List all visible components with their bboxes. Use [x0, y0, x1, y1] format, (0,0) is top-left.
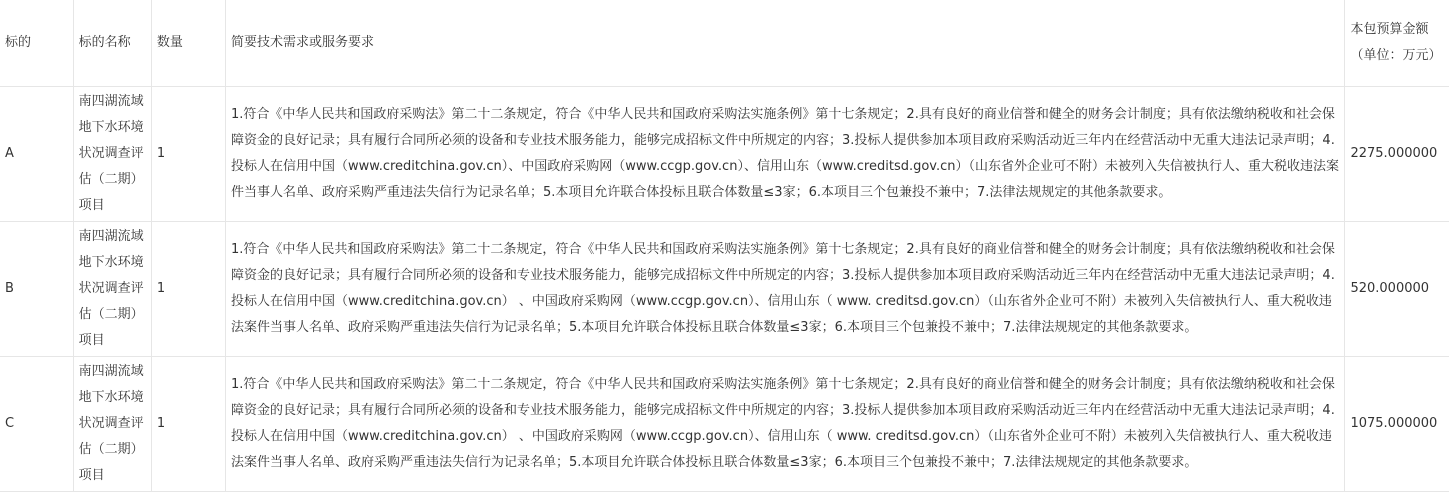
- cell-budget: 2275.000000: [1345, 87, 1449, 222]
- cell-qty: 1: [151, 357, 225, 492]
- table-row: [0, 357, 1449, 492]
- cell-budget: 520.000000: [1345, 222, 1449, 357]
- table-row: [0, 87, 1449, 222]
- cell-lot: B: [0, 222, 73, 357]
- table-row: [0, 222, 1449, 357]
- header-requirements: 简要技术需求或服务要求: [226, 0, 1345, 87]
- cell-name: 南四湖流域地下水环境状况调查评估（二期）项目: [73, 357, 151, 492]
- cell-requirements: 1.符合《中华人民共和国政府采购法》第二十二条规定，符合《中华人民共和国政府采购法实施条例》第十七条规定；2.具有良好的商业信誉和健全的财务会计制度；具有依法缴纳税收和社会保障资金的良好记录；具有履行合同所必须的设备和专业技术服务能力，能够完成招标文件中所规定的内容；3.投标人提供参加本项目政府采购活动近三年内在经营活动中无重大违法记录声明；4.投标人在信用中国（www.creditchina.gov.cn）、中国政府采购网（www.ccgp.gov.cn）、信用山东（www.creditsd.gov.cn）（山东省外企业可不附）未被列入失信被执行人、重大税收违法案件当事人名单、政府采购严重违法失信行为记录名单；5.本项目允许联合体投标且联合体数量≤3家；6.本项目三个包兼投不兼中；7.法律法规规定的其他条款要求。: [226, 87, 1345, 222]
- header-row: [0, 0, 1449, 87]
- cell-qty: 1: [151, 222, 225, 357]
- table-body: [0, 87, 1449, 492]
- cell-requirements: 1.符合《中华人民共和国政府采购法》第二十二条规定，符合《中华人民共和国政府采购法实施条例》第十七条规定；2.具有良好的商业信誉和健全的财务会计制度；具有依法缴纳税收和社会保障资金的良好记录；具有履行合同所必须的设备和专业技术服务能力，能够完成招标文件中所规定的内容；3.投标人提供参加本项目政府采购活动近三年内在经营活动中无重大违法记录声明；4.投标人在信用中国（www.creditchina.gov.cn） 、中国政府采购网（www.ccgp.gov.cn）、信用山东（ www. creditsd.gov.cn）（山东省外企业可不附）未被列入失信被执行人、重大税收违法案件当事人名单、政府采购严重违法失信行为记录名单；5.本项目允许联合体投标且联合体数量≤3家；6.本项目三个包兼投不兼中；7.法律法规规定的其他条款要求。: [226, 357, 1345, 492]
- header-name: 标的名称: [73, 0, 151, 87]
- cell-name: 南四湖流域地下水环境状况调查评估（二期）项目: [73, 222, 151, 357]
- header-lot: 标的: [0, 0, 73, 87]
- cell-requirements: 1.符合《中华人民共和国政府采购法》第二十二条规定，符合《中华人民共和国政府采购法实施条例》第十七条规定；2.具有良好的商业信誉和健全的财务会计制度；具有依法缴纳税收和社会保障资金的良好记录；具有履行合同所必须的设备和专业技术服务能力，能够完成招标文件中所规定的内容；3.投标人提供参加本项目政府采购活动近三年内在经营活动中无重大违法记录声明；4.投标人在信用中国（www.creditchina.gov.cn） 、中国政府采购网（www.ccgp.gov.cn）、信用山东（ www. creditsd.gov.cn）（山东省外企业可不附）未被列入失信被执行人、重大税收违法案件当事人名单、政府采购严重违法失信行为记录名单；5.本项目允许联合体投标且联合体数量≤3家；6.本项目三个包兼投不兼中；7.法律法规规定的其他条款要求。: [226, 222, 1345, 357]
- header-qty: 数量: [151, 0, 225, 87]
- cell-budget: 1075.000000: [1345, 357, 1449, 492]
- table-header: [0, 0, 1449, 87]
- cell-lot: C: [0, 357, 73, 492]
- cell-qty: 1: [151, 87, 225, 222]
- cell-lot: A: [0, 87, 73, 222]
- cell-name: 南四湖流域地下水环境状况调查评估（二期）项目: [73, 87, 151, 222]
- header-budget: 本包预算金额（单位：万元）: [1345, 0, 1449, 87]
